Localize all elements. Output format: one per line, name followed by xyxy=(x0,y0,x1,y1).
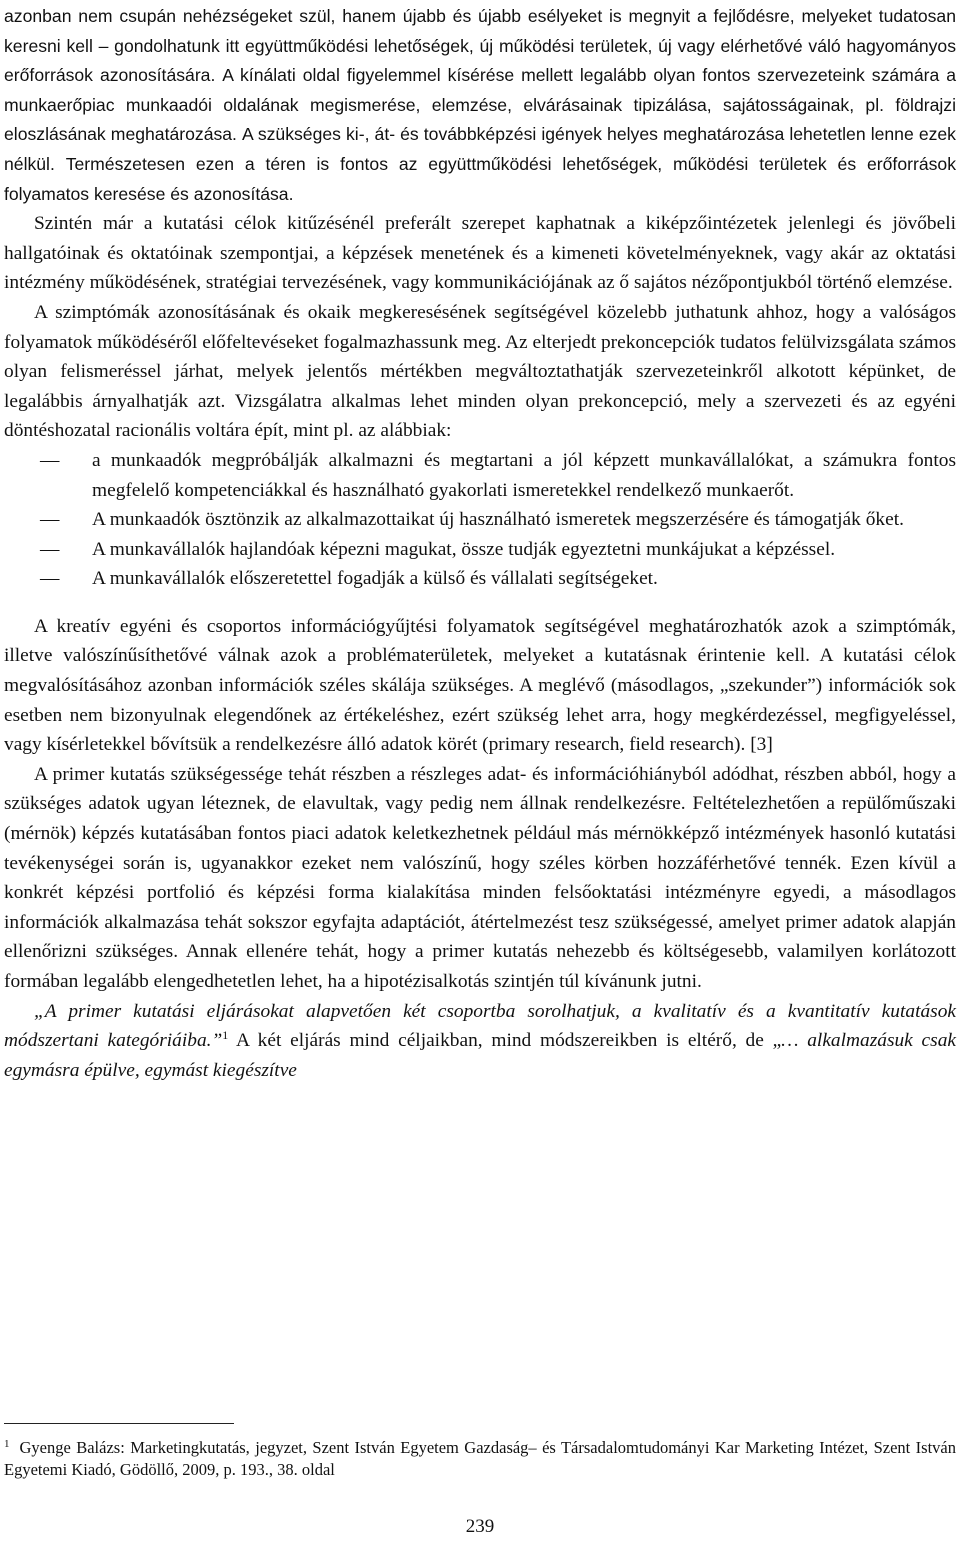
list-item: — a munkaadók megpróbálják alkalmazni és megtartani a jól képzett munkavállalókat, a számukra fontos megfelelő kompetenciákkal és használható gyakorlati ismeretekkel rendelkező munkaerőt. xyxy=(92,446,956,505)
paragraph-5: A primer kutatás szükségessége tehát részben a részleges adat- és információhiányból adódhat, részben abból, hogy a szükséges adatok ugyan léteznek, de elavultak, vagy pedig nem állnak rendelkezésre. Feltételezhetően a repülőműszaki (mérnök) képzés kutatásában fontos piaci adatok keletkezhetnek például más mérnökképző intézmények hasonló kutatási tevékenységei során is, ugyanakkor ezeket nem valószínű, hogy széles körben hozzáférhetővé tennék. Ezen kívül a konkrét képzési portfolió és képzési forma kialakítása minden felsőoktatási intézményre egyedi, a másodlagos információk alkalmazása tehát sokszor egyfajta adaptációt, átértelmezést tesz szükségessé, amelyet primer adatok alapján ellenőrizni szükséges. Annak ellenére tehát, hogy a primer kutatás nehezebb és költségesebb, valamilyen korlátozott formában legalább elengedhetetlen lehet, ha a hipotézisalkotás szintjén túl kívánunk jutni. xyxy=(4,763,956,992)
footnote-reference[interactable]: 1 xyxy=(222,1028,229,1043)
paragraph-1 xyxy=(4,2,956,209)
list-item: — A munkaadók ösztönzik az alkalmazottaikat új használható ismeretek megszerzésére és támogatják őket. xyxy=(92,505,956,535)
list-item: — A munkavállalók előszeretettel fogadják a külső és vállalati segítségeket. xyxy=(92,564,956,594)
list-item: — A munkavállalók hajlandóak képezni magukat, össze tudják egyeztetni munkájukat a képzéssel. xyxy=(92,535,956,565)
paragraph-1-part-2: A kínálati oldal figyelemmel kísérése mellett legalább olyan fontos szervezeteink számára a munkaerőpiac munkaadói oldalának megismerése, elemzése, elvárásainak tipizálása, sajátosságainak, pl. földrajzi eloszlásának meghatározása. xyxy=(4,65,956,145)
quote-primary-research: „A primer kutatási eljárásokat alapvetően két csoportba sorolhatjuk, a kvalitatív és a kvantitatív kutatások módszertani kategóriáiba.” xyxy=(4,1000,956,1052)
paragraph-3: A szimptómák azonosításának és okaik megkeresésének segítségével közelebb juthatunk ahhoz, hogy a valóságos folyamatok működéséről előfeltevéseket fogalmazhassunk meg. Az elterjedt prekoncepciók tudatos felülvizsgálata számos olyan felismeréssel járhat, melyek jelentős mértékben megváltoztathatják szervezeteinkről alkotott képünket, de legalábbis árnyalhatják azt. Vizsgálatra alkalmas lehet minden olyan prekoncepció, mely a szervezeti és az egyéni döntéshozatal racionális voltára épít, mint pl. az alábbiak: xyxy=(4,301,956,442)
footnote-separator xyxy=(4,1423,234,1424)
body-text xyxy=(4,2,956,1085)
assumption-list xyxy=(4,446,956,594)
paragraph-6-text: A két eljárás mind céljaikban, mind módszereikben is eltérő, de „ xyxy=(228,1030,782,1052)
paragraph-2: Szintén már a kutatási célok kitűzésénél preferált szerepet kaphatnak a kiképzőintézetek jelenlegi és jövőbeli hallgatóinak és oktatóinak szempontjai, a képzések menetének és a kimeneti követelményeknek, vagy akár az oktatási intézmény működésének, stratégiai tervezésének, vagy kommunikációjának az ő sajátos nézőpontjukból történő elemzése. xyxy=(4,213,956,294)
page-number: 239 xyxy=(465,1516,495,1537)
paragraph-1-part-3: A szükséges ki-, át- és továbbképzési igények helyes meghatározása lehetetlen lenne ezek nélkül. xyxy=(4,124,956,174)
paragraph-1-part-1: azonban nem csupán nehézségeket szül, hanem újabb és újabb esélyeket is megnyit a fejlődésre, melyeket tudatosan keresni kell – gondolhatunk itt együttműködési lehetőségek, új működési területek, új vagy elérhetővé váló hagyományos erőforrások azonosítására. xyxy=(4,6,956,86)
footnote xyxy=(4,1437,956,1481)
paragraph-6 xyxy=(4,997,956,1086)
paragraph-4: A kreatív egyéni és csoportos információgyűjtési folyamatok segítségével meghatározhatók azok a szimptómák, illetve valószínűsíthetővé válnak azok a problématerületek, melyeket a kutatásnak érintenie kell. A kutatási célok megvalósításához azonban információk széles skálája szükséges. A meglévő (másodlagos, „szekunder”) információk sok esetben nem bizonyulnak elegendőnek az értékeléshez, ezért szükség lehet arra, hogy megkérdezéssel, megfigyeléssel, vagy kísérletekkel bővítsük a rendelkezésre álló adatok körét (primary research, field research). [3] xyxy=(4,615,956,756)
footnote-number: 1 xyxy=(4,1438,10,1450)
footnote-text: Gyenge Balázs: Marketingkutatás, jegyzet, Szent István Egyetem Gazdaság– és Társadalomtudományi Kar Marketing Intézet, Szent István Egyetemi Kiadó, Gödöllő, 2009, p. 193., 38. oldal xyxy=(4,1438,956,1479)
paragraph-1-part-4: Természetesen ezen a téren is fontos az együttműködési lehetőségek, működési területek és erőforrások folyamatos keresése és azonosítása. xyxy=(4,153,956,204)
quote-complementary: … alkalmazásuk csak egymásra épülve, egymást kiegészítve xyxy=(4,1030,957,1081)
